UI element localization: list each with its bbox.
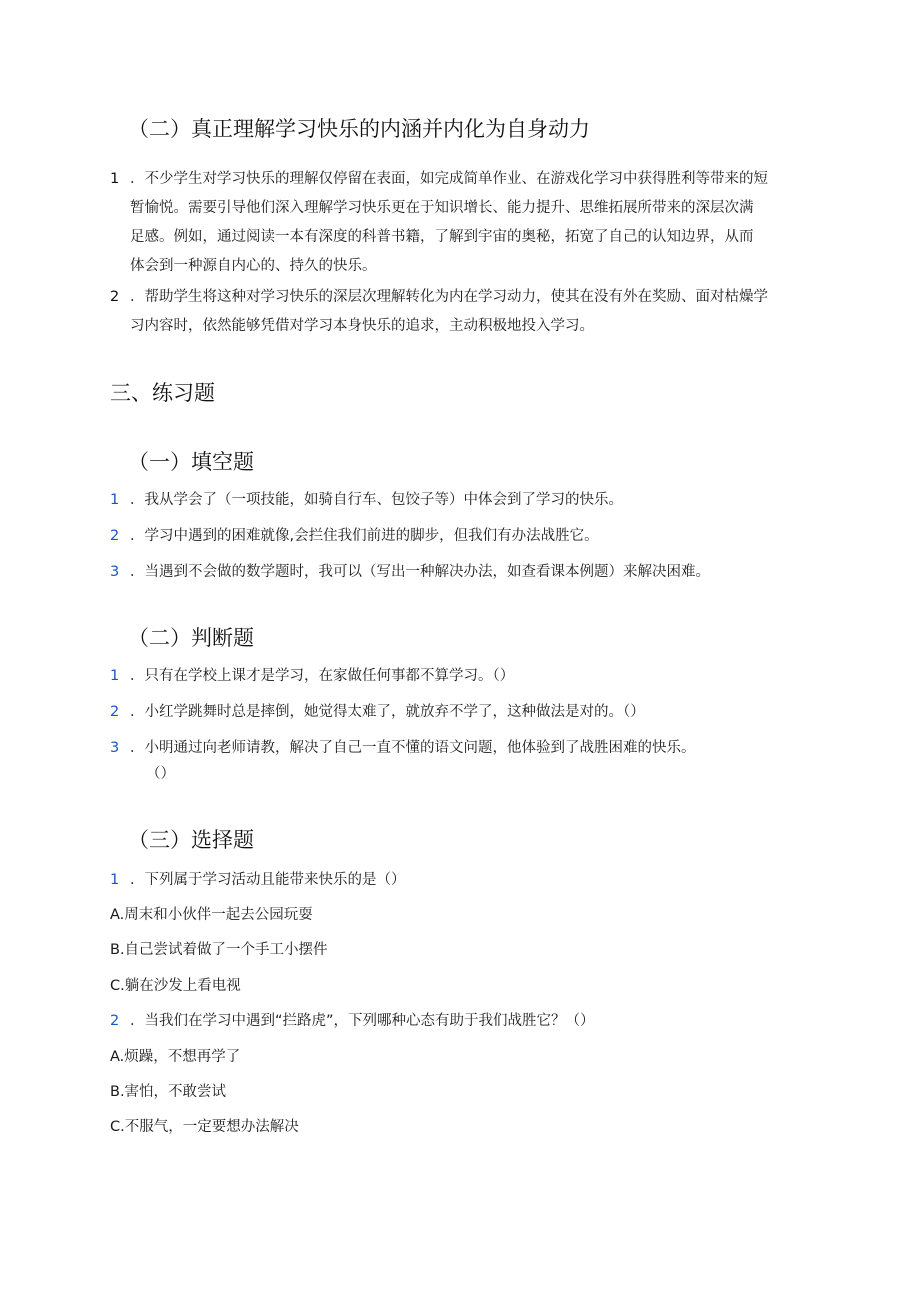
option-a: A.周末和小伙伴一起去公园玩耍 — [110, 907, 313, 923]
item-number: 1 — [110, 668, 120, 684]
part-heading: 三、练习题 — [110, 381, 215, 405]
list-item — [110, 486, 623, 515]
question — [110, 1007, 595, 1036]
section-heading: （二）真正理解学习快乐的内涵并内化为自身动力 — [128, 117, 590, 141]
option-c: C.不服气，一定要想办法解决 — [110, 1119, 299, 1135]
option-c: C.躺在沙发上看电视 — [110, 978, 241, 994]
judge-heading: （二）判断题 — [128, 626, 254, 650]
option-a: A.烦躁，不想再学了 — [110, 1049, 241, 1065]
item-number: 3 — [110, 564, 120, 580]
question-text: ．下列属于学习活动且能带来快乐的是（） — [130, 872, 406, 888]
item-text: ．学习中遇到的困难就像,会拦住我们前进的脚步，但我们有办法战胜它。 — [130, 528, 599, 544]
option-b: B.害怕，不敢尝试 — [110, 1084, 227, 1100]
item-number: 1 — [110, 872, 120, 888]
item-text: ．我从学会了（一项技能，如骑自行车、包饺子等）中体会到了学习的快乐。 — [130, 492, 623, 508]
list-item — [110, 165, 810, 281]
item-text: ．当遇到不会做的数学题时，我可以（写出一种解决办法，如查看课本例题）来解决困难。 — [130, 564, 710, 580]
paragraph-line: 习内容时，依然能够凭借对学习本身快乐的追求，主动积极地投入学习。 — [130, 318, 594, 334]
item-number: 1 — [110, 171, 120, 187]
question-text: ．当我们在学习中遇到“拦路虎”，下列哪种心态有助于我们战胜它？（） — [130, 1013, 595, 1029]
list-item — [110, 283, 810, 341]
item-number: 1 — [110, 492, 120, 508]
item-number: 3 — [110, 740, 120, 756]
paragraph-line: ．帮助学生将这种对学习快乐的深层次理解转化为内在学习动力，使其在没有外在奖励、面对枯燥学 — [130, 289, 768, 305]
paragraph-line: ．不少学生对学习快乐的理解仅停留在表面，如完成简单作业、在游戏化学习中获得胜利等带来的短 — [130, 171, 768, 187]
item-text: ．小红学跳舞时总是摔倒，她觉得太难了，就放弃不学了，这种做法是对的。（） — [130, 704, 645, 720]
answer-bracket: （） — [146, 766, 175, 782]
item-number: 2 — [110, 704, 120, 720]
question — [110, 866, 406, 895]
option-b: B.自己尝试着做了一个手工小摆件 — [110, 942, 328, 958]
choice-heading: （三）选择题 — [128, 828, 254, 852]
list-item — [110, 558, 710, 587]
item-number: 2 — [110, 1013, 120, 1029]
list-item — [110, 662, 514, 691]
item-number: 2 — [110, 289, 120, 305]
paragraph-line: 暂愉悦。需要引导他们深入理解学习快乐更在于知识增长、能力提升、思维拓展所带来的深层次满 — [130, 200, 754, 216]
fill-heading: （一）填空题 — [128, 450, 254, 474]
list-item — [110, 522, 599, 551]
list-item — [110, 698, 645, 727]
list-item — [110, 734, 696, 763]
item-number: 2 — [110, 528, 120, 544]
item-text: ．小明通过向老师请教，解决了自己一直不懂的语文问题，他体验到了战胜困难的快乐。 — [130, 740, 696, 756]
paragraph-line: 体会到一种源自内心的、持久的快乐。 — [130, 258, 377, 274]
paragraph-line: 足感。例如，通过阅读一本有深度的科普书籍，了解到宇宙的奥秘，拓宽了自己的认知边界，从而 — [130, 229, 754, 245]
item-text: ．只有在学校上课才是学习，在家做任何事都不算学习。（） — [130, 668, 515, 684]
